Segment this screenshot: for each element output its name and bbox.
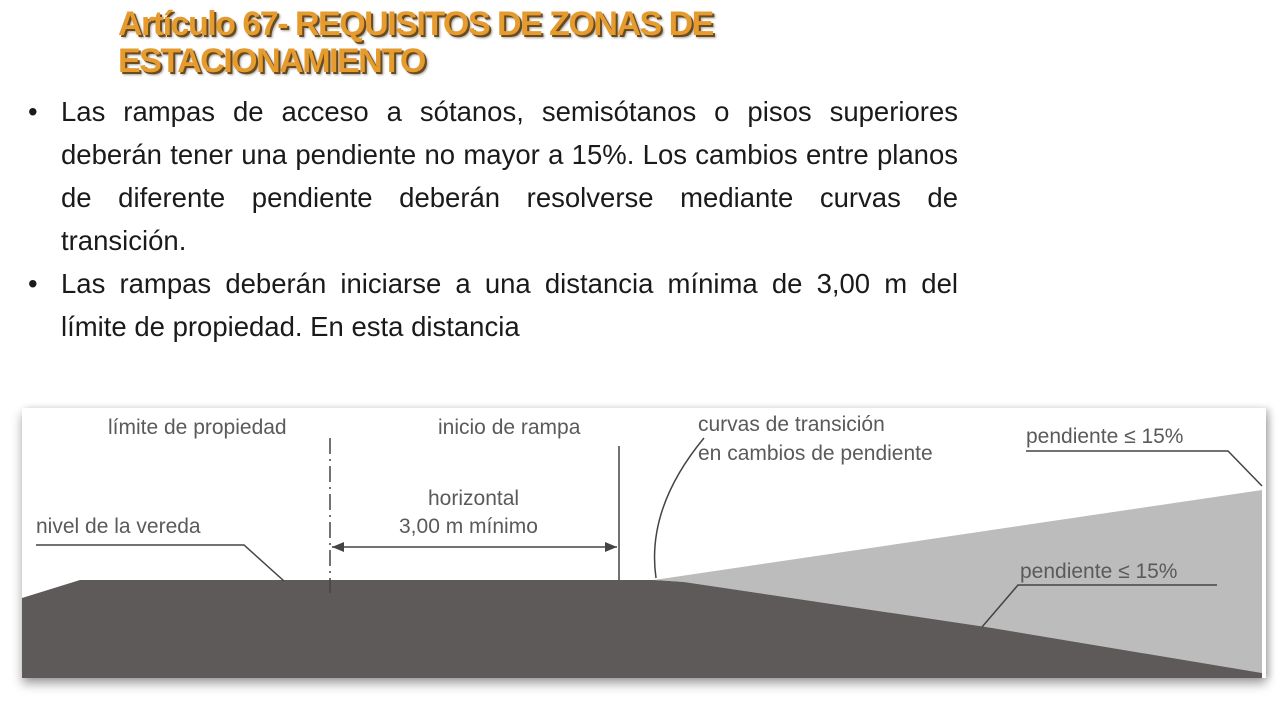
transition-leader-arc	[655, 438, 704, 578]
bullet-marker: •	[28, 96, 38, 127]
property-limit-label: límite de propiedad	[108, 416, 287, 439]
horizontal-label: horizontal	[428, 487, 520, 510]
bullet-item	[28, 262, 958, 348]
ramp-diagram	[22, 408, 1266, 678]
ramp-diagram-svg	[22, 408, 1266, 678]
slide-title: Artículo 67- REQUISITOS DE ZONAS DE ESTACIONAMIENTO	[118, 5, 713, 80]
sidewalk-level-label: nivel de la vereda	[36, 515, 201, 538]
bullet-text: Las rampas deberán iniciarse a una distancia mínima de 3,00 m del límite de propiedad. En esta distancia	[61, 268, 958, 342]
slope-down-label: pendiente ≤ 15%	[1020, 560, 1178, 583]
slope-up-leader-line	[1026, 451, 1262, 486]
ramp-start-label: inicio de rampa	[438, 416, 581, 439]
min-distance-label: 3,00 m mínimo	[399, 515, 538, 538]
bullet-item	[28, 90, 958, 262]
bullet-marker: •	[28, 268, 38, 299]
sidewalk-leader-line	[36, 545, 284, 581]
transition-curves-label-2: en cambios de pendiente	[698, 442, 933, 465]
slope-up-label: pendiente ≤ 15%	[1026, 425, 1184, 448]
bullet-text: Las rampas de acceso a sótanos, semisótanos o pisos superiores deberán tener una pendiente no mayor a 15%. Los cambios entre planos de diferente pendiente deberán resolverse mediante curvas de transición.	[61, 96, 958, 256]
dimension-arrow-left	[332, 542, 344, 552]
dimension-arrow-right	[605, 542, 617, 552]
transition-curves-label: curvas de transición	[698, 413, 885, 436]
bullet-list	[28, 90, 958, 408]
